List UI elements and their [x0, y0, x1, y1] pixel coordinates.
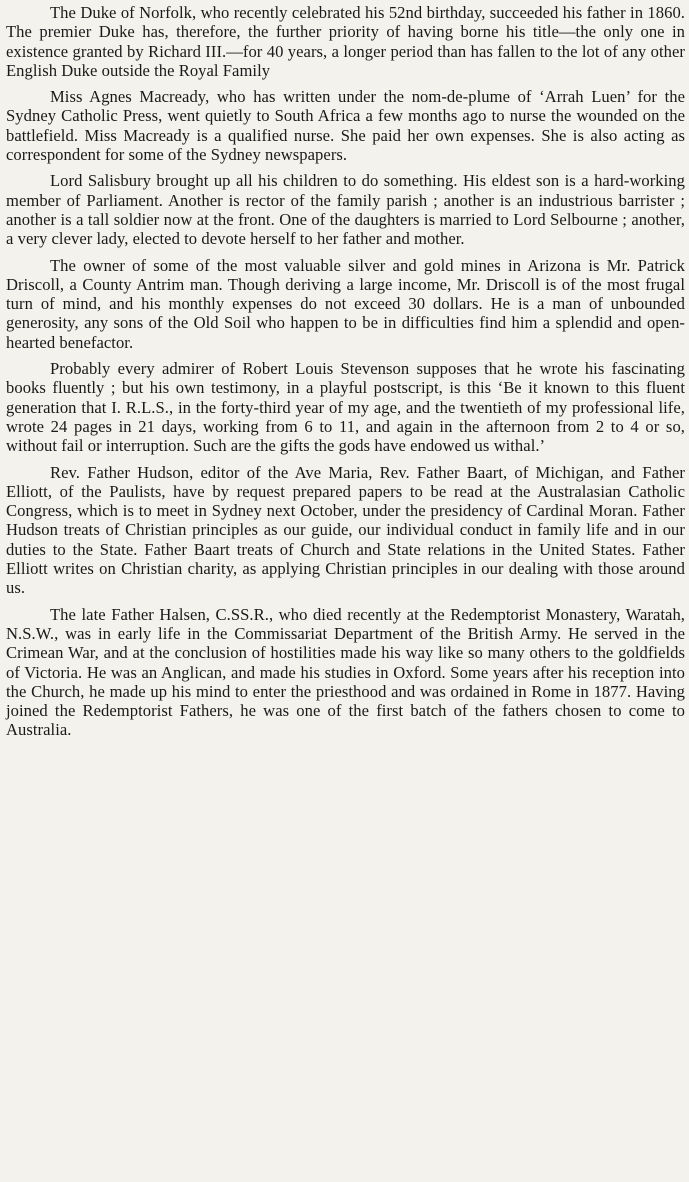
paragraph-father-halsen: The late Father Halsen, C.SS.R., who died recently at the Redemptorist Monastery, Waratah, N.S.W., was in early life in the Commissariat Department of the British Army. He served in the Crimean War, and at the conclusion of hostilities made his way like so many others to the goldfields of Victoria. He was an Anglican, and made his studies in Oxford. Some years after his reception into the Church, he made up his mind to enter the priesthood and was ordained in Rome in 1877. Having joined the Redemptorist Fathers, he was one of the first batch of the fathers chosen to come to Australia.: [6, 604, 685, 740]
paragraph-duke-of-norfolk: The Duke of Norfolk, who recently celebrated his 52nd birthday, succeeded his father in 1860. The premier Duke has, therefore, the further priority of having borne his title—the only one in existence granted by Richard III.—for 40 years, a longer period than has fallen to the lot of any other English Duke outside the Royal Family: [6, 3, 685, 80]
paragraph-lord-salisbury: Lord Salisbury brought up all his children to do something. His eldest son is a hard-working member of Parliament. Another is rector of the family parish ; another is an industrious barrister ; another is a tall soldier now at the front. One of the daughters is married to Lord Selbourne ; another, a very clever lady, elected to devote herself to her father and mother.: [6, 171, 685, 249]
paragraph-patrick-driscoll: The owner of some of the most valuable silver and gold mines in Arizona is Mr. Patrick Driscoll, a County Antrim man. Though deriving a large income, Mr. Driscoll is of the most frugal turn of mind, and his monthly expenses do not exceed 30 dollars. He is a man of unbounded generosity, any sons of the Old Soil who happen to be in difficulties find him a splendid and open-hearted benefactor.: [6, 255, 685, 352]
paragraph-agnes-macready: Miss Agnes Macready, who has written under the nom-de-plume of ‘Arrah Luen’ for the Sydney Catholic Press, went quietly to South Africa a few months ago to nurse the wounded on the battlefield. Miss Macready is a qualified nurse. She paid her own expenses. She is also acting as correspondent for some of the Sydney newspapers.: [6, 87, 685, 165]
news-column: [6, 3, 685, 740]
paragraph-catholic-congress: Rev. Father Hudson, editor of the Ave Maria, Rev. Father Baart, of Michigan, and Father Elliott, of the Paulists, have by request prepared papers to be read at the Australasian Catholic Congress, which is to meet in Sydney next October, under the presidency of Cardinal Moran. Father Hudson treats of Christian principles as our guide, our individual conduct in family life and in our duties to the State. Father Baart treats of Church and State relations in the United States. Father Elliott writes on Christian charity, as applying Christian principles in our dealing with those around us.: [6, 462, 685, 598]
paragraph-robert-louis-stevenson: Probably every admirer of Robert Louis Stevenson supposes that he wrote his fascinating books fluently ; but his own testimony, in a playful postscript, is this ‘Be it known to this fluent generation that I. R.L.S., in the forty-third year of my age, and the twentieth of my professional life, wrote 24 pages in 21 days, working from 6 to 11, and again in the afternoon from 2 to 4 or so, without fail or interruption. Such are the gifts the gods have endowed us withal.’: [6, 359, 685, 456]
